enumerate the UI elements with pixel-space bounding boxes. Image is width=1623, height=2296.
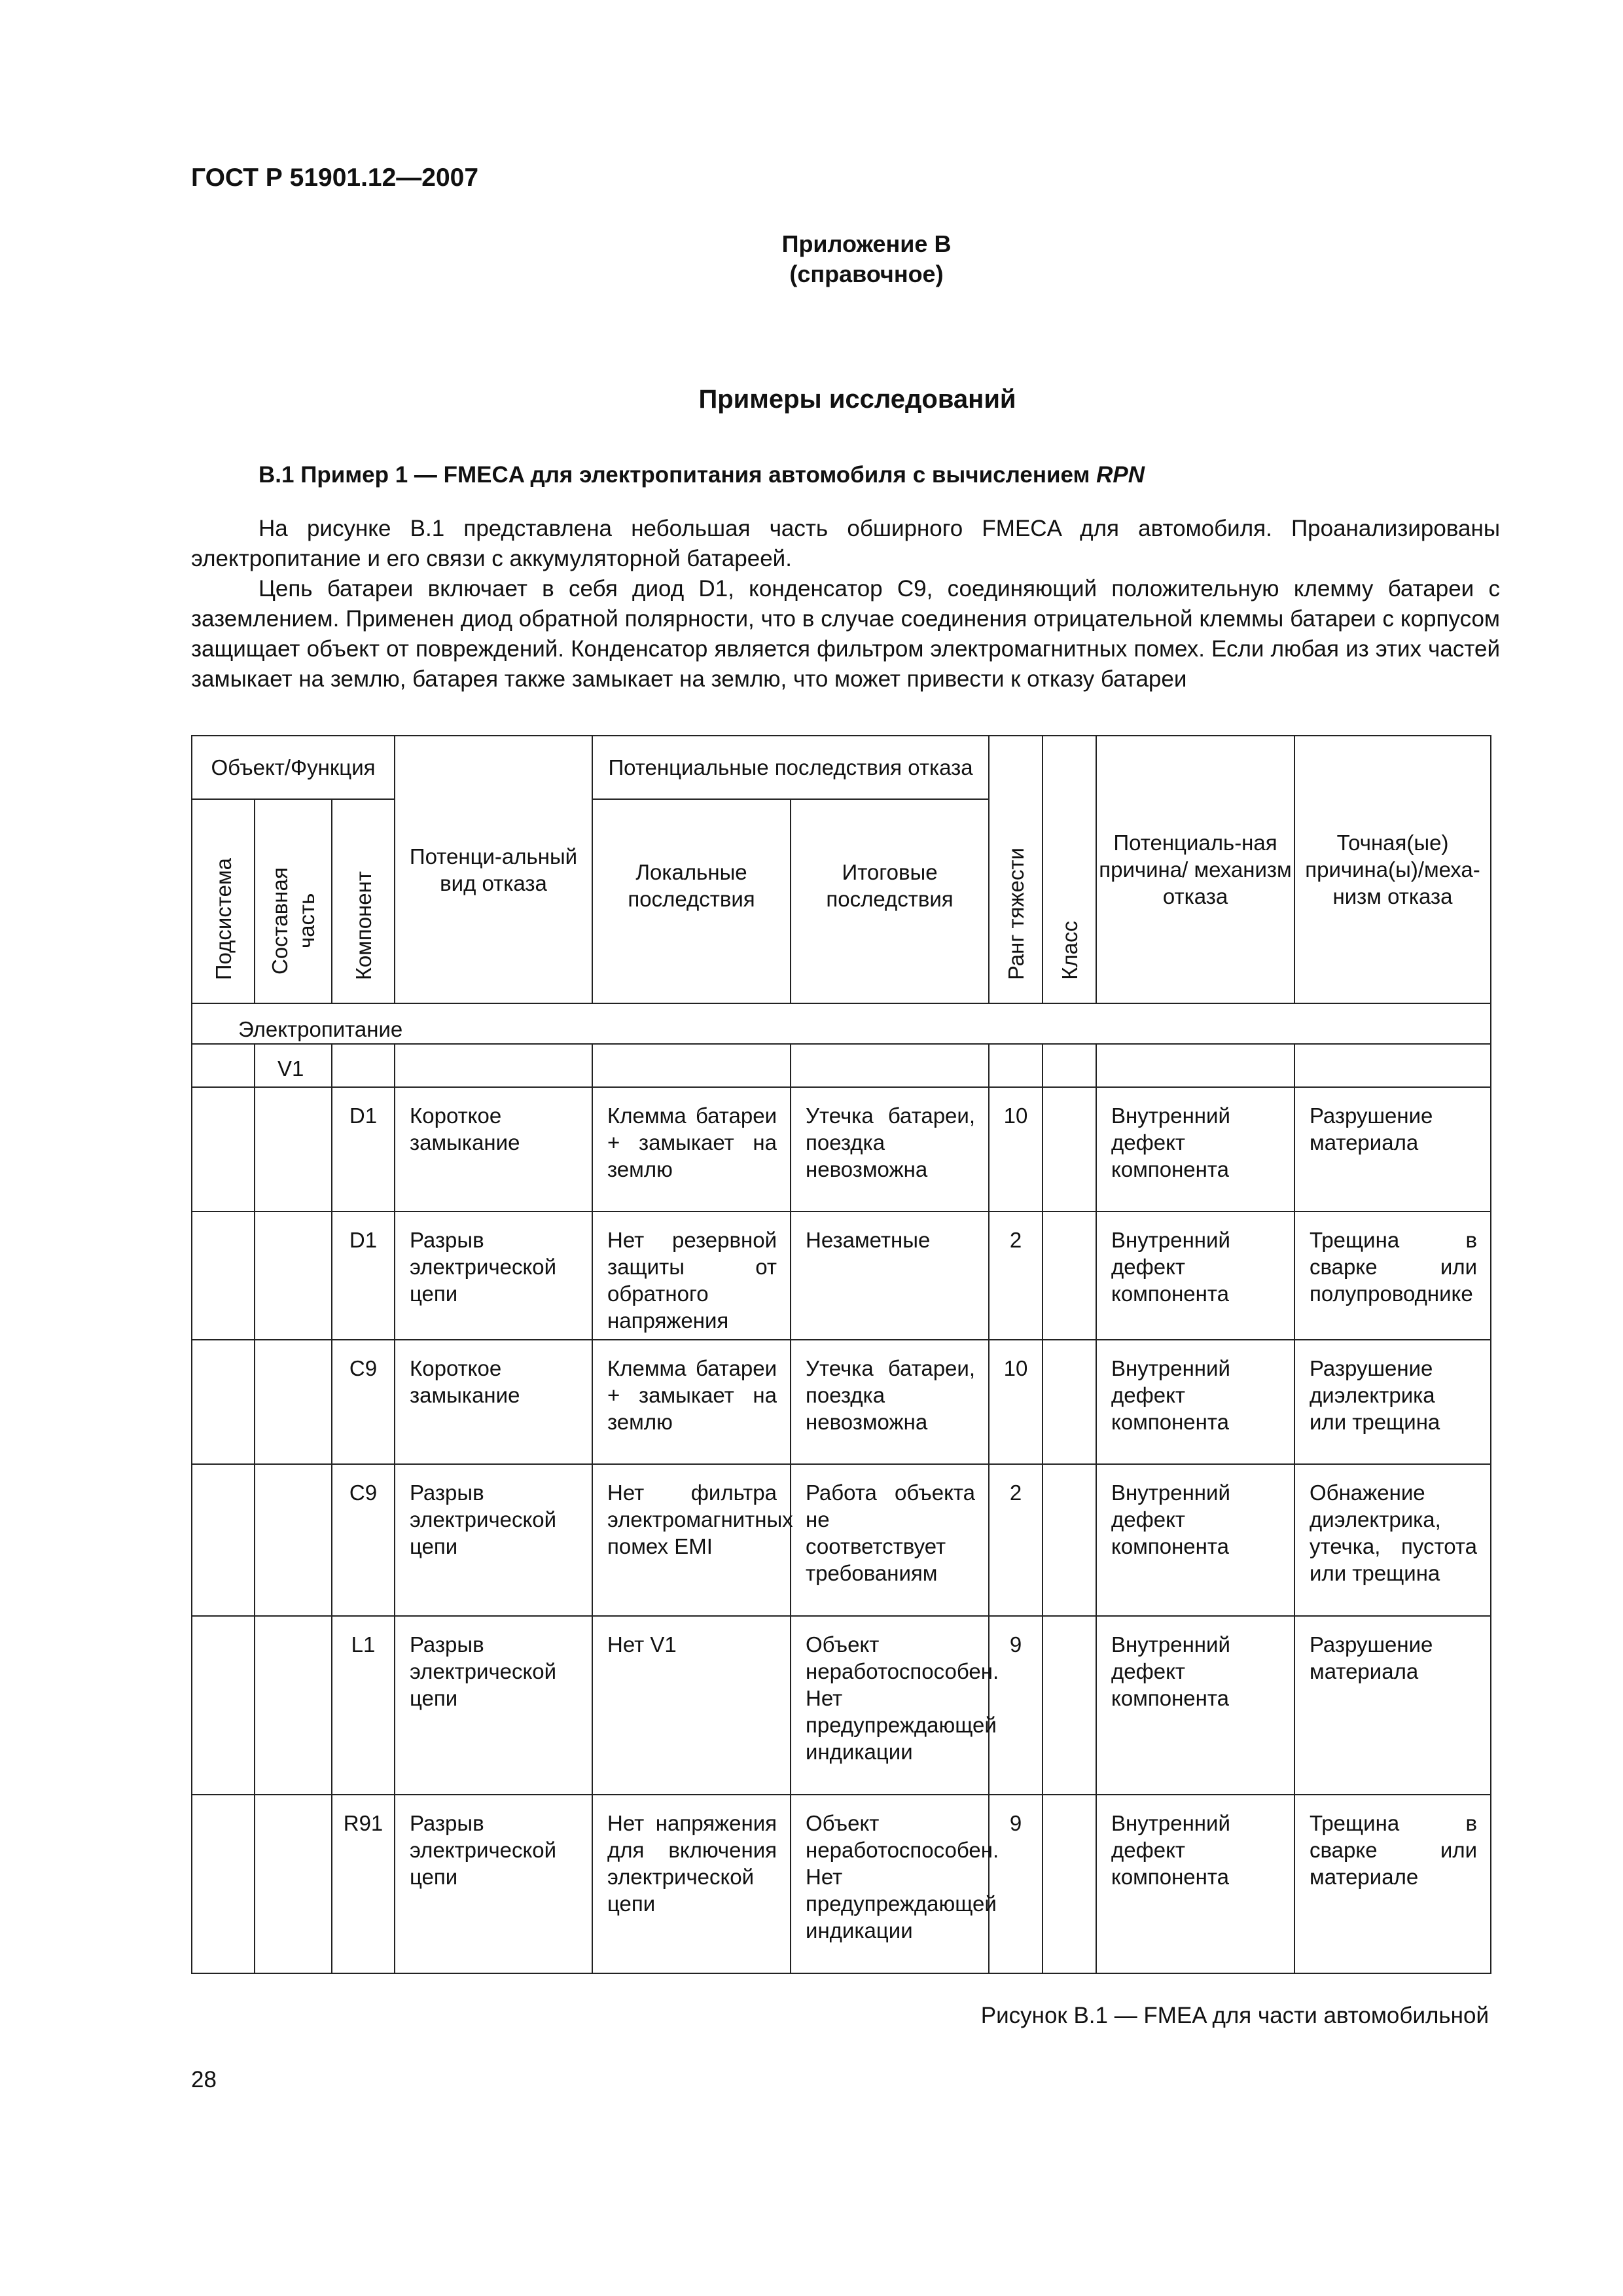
- class-cell: [1043, 1087, 1096, 1211]
- fmea-table: [191, 735, 1491, 1974]
- section-title: Примеры исследований: [698, 385, 1016, 414]
- table-row: [192, 1464, 1491, 1616]
- local-effect-cell: Клемма батареи + замыкает на землю: [592, 1340, 791, 1464]
- table-row: [192, 1340, 1491, 1464]
- cause-cell: Внутренний дефект компонента: [1096, 1795, 1294, 1973]
- component-cell: L1: [332, 1616, 395, 1795]
- table-cell: [192, 1340, 255, 1464]
- class-cell: [1043, 1211, 1096, 1340]
- final-effect-cell: Утечка батареи, поездка невозможна: [791, 1087, 989, 1211]
- table-cell: [1294, 1044, 1491, 1087]
- cause-cell: Внутренний дефект компонента: [1096, 1340, 1294, 1464]
- severity-cell: 9: [989, 1795, 1043, 1973]
- part-cell: [255, 1044, 332, 1087]
- exact-cause-cell: Трещина в сварке или материале: [1294, 1795, 1491, 1973]
- class-cell: [1043, 1795, 1096, 1973]
- failure-mode-cell: Разрыв электрической цепи: [395, 1795, 592, 1973]
- class-cell: [1043, 1616, 1096, 1795]
- table-cell: [332, 1044, 395, 1087]
- exact-cause-cell: Трещина в сварке или полупроводнике: [1294, 1211, 1491, 1340]
- severity-cell: 2: [989, 1464, 1043, 1616]
- cause-cell: Внутренний дефект компонента: [1096, 1616, 1294, 1795]
- header-class-text: Класс: [1057, 921, 1082, 980]
- table-cell: [255, 1340, 332, 1464]
- cause-cell: Внутренний дефект компонента: [1096, 1464, 1294, 1616]
- component-cell: С9: [332, 1340, 395, 1464]
- severity-cell: 2: [989, 1211, 1043, 1340]
- header-exact-cause: Точная(ые) причина(ы)/меха-низм отказа: [1294, 736, 1491, 1003]
- table-cell: [1096, 1044, 1294, 1087]
- subsection-title: [259, 462, 1145, 488]
- header-local-effects: Локальные последствия: [592, 799, 791, 1003]
- table-cell: [592, 1044, 791, 1087]
- final-effect-cell: Объект неработоспособен. Нет предупреждающей индикации: [791, 1795, 989, 1973]
- severity-cell: 9: [989, 1616, 1043, 1795]
- local-effect-cell: Нет резервной защиты от обратного напряжения: [592, 1211, 791, 1340]
- paragraph-2-text: Цепь батареи включает в себя диод D1, конденсатор С9, соединяющий положительную клемму батареи с заземлением. Применен диод обратной полярности, что в случае соединения отрицательной клеммы батареи с корпусом защищает объект от повреждений. Конденсатор является фильтром электромагнитных помех. Если любая из этих частей замыкает на землю, батарея также замыкает на землю, что может привести к отказу батареи: [191, 576, 1500, 692]
- paragraph-1-text: На рисунке В.1 представлена небольшая часть обширного FMECA для автомобиля. Проанализированы электропитание и его связи с аккумуляторной батареей.: [191, 516, 1500, 571]
- system-row: [192, 1003, 1491, 1044]
- exact-cause-cell: Разрушение материала: [1294, 1087, 1491, 1211]
- header-class: [1043, 736, 1096, 1003]
- page-number: 28: [191, 2067, 217, 2092]
- system-row-label: Электропитание: [238, 1017, 403, 1041]
- local-effect-cell: Нет напряжения для включения электрической цепи: [592, 1795, 791, 1973]
- table-cell: [192, 1464, 255, 1616]
- local-effect-cell: Нет V1: [592, 1616, 791, 1795]
- table-cell: [255, 1795, 332, 1973]
- header-component-text: Компонент: [351, 870, 376, 980]
- table-cell: [255, 1087, 332, 1211]
- table-cell: [192, 1044, 255, 1087]
- table-cell: [1043, 1044, 1096, 1087]
- local-effect-cell: Нет фильтра электромагнитных помех EMI: [592, 1464, 791, 1616]
- final-effect-cell: Незаметные: [791, 1211, 989, 1340]
- severity-cell: 10: [989, 1087, 1043, 1211]
- failure-mode-cell: Короткое замыкание: [395, 1087, 592, 1211]
- table-cell: [395, 1044, 592, 1087]
- severity-cell: 10: [989, 1340, 1043, 1464]
- header-potential-cause: Потенциаль-ная причина/ механизм отказа: [1096, 736, 1294, 1003]
- failure-mode-cell: Разрыв электрической цепи: [395, 1464, 592, 1616]
- table-cell: [192, 1211, 255, 1340]
- header-severity: [989, 736, 1043, 1003]
- table-row: [192, 1087, 1491, 1211]
- subsection-title-text: В.1 Пример 1 — FMECA для электропитания автомобиля с вычислением: [259, 462, 1097, 488]
- table-cell: [192, 1795, 255, 1973]
- cause-cell: Внутренний дефект компонента: [1096, 1211, 1294, 1340]
- part-label: V1: [277, 1056, 304, 1081]
- table-cell: [192, 1087, 255, 1211]
- header-part: [255, 799, 332, 1003]
- header-potential-effects: Потенциальные последствия отказа: [592, 736, 989, 799]
- exact-cause-cell: Обнажение диэлектрика, утечка, пустота или трещина: [1294, 1464, 1491, 1616]
- header-component: [332, 799, 395, 1003]
- class-cell: [1043, 1340, 1096, 1464]
- header-final-effects: Итоговые последствия: [791, 799, 989, 1003]
- component-cell: D1: [332, 1211, 395, 1340]
- subsection-title-emphasis: RPN: [1096, 462, 1145, 488]
- table-row: [192, 1211, 1491, 1340]
- header-part-text: Составная часть: [268, 867, 319, 975]
- appendix-type: (справочное): [789, 260, 944, 287]
- exact-cause-cell: Разрушение диэлектрика или трещина: [1294, 1340, 1491, 1464]
- header-subsystem: [192, 799, 255, 1003]
- paragraph-2: [191, 574, 1500, 694]
- table-cell: [255, 1464, 332, 1616]
- table-cell: [791, 1044, 989, 1087]
- component-cell: D1: [332, 1087, 395, 1211]
- class-cell: [1043, 1464, 1096, 1616]
- local-effect-cell: Клемма батареи + замыкает на землю: [592, 1087, 791, 1211]
- table-cell: [989, 1044, 1043, 1087]
- table-row: [192, 1795, 1491, 1973]
- final-effect-cell: Работа объекта не соответствует требованиям: [791, 1464, 989, 1616]
- table-cell: [255, 1211, 332, 1340]
- final-effect-cell: Объект неработоспособен. Нет предупреждающей индикации: [791, 1616, 989, 1795]
- failure-mode-cell: Разрыв электрической цепи: [395, 1616, 592, 1795]
- failure-mode-cell: Разрыв электрической цепи: [395, 1211, 592, 1340]
- header-subsystem-text: Подсистема: [211, 857, 236, 980]
- cause-cell: Внутренний дефект компонента: [1096, 1087, 1294, 1211]
- table-cell: [192, 1616, 255, 1795]
- document-code: ГОСТ Р 51901.12—2007: [191, 164, 479, 192]
- header-severity-text: Ранг тяжести: [1003, 847, 1028, 980]
- table-row: [192, 1616, 1491, 1795]
- final-effect-cell: Утечка батареи, поездка невозможна: [791, 1340, 989, 1464]
- header-object-function: Объект/Функция: [192, 736, 395, 799]
- component-cell: R91: [332, 1795, 395, 1973]
- component-cell: С9: [332, 1464, 395, 1616]
- exact-cause-cell: Разрушение материала: [1294, 1616, 1491, 1795]
- table-cell: [255, 1616, 332, 1795]
- figure-caption: Рисунок В.1 — FMEA для части автомобильной: [980, 2003, 1489, 2028]
- failure-mode-cell: Короткое замыкание: [395, 1340, 592, 1464]
- appendix-title: Приложение В: [781, 230, 952, 257]
- header-failure-mode: Потенци-альный вид отказа: [395, 736, 592, 1003]
- paragraph-1: [191, 514, 1500, 574]
